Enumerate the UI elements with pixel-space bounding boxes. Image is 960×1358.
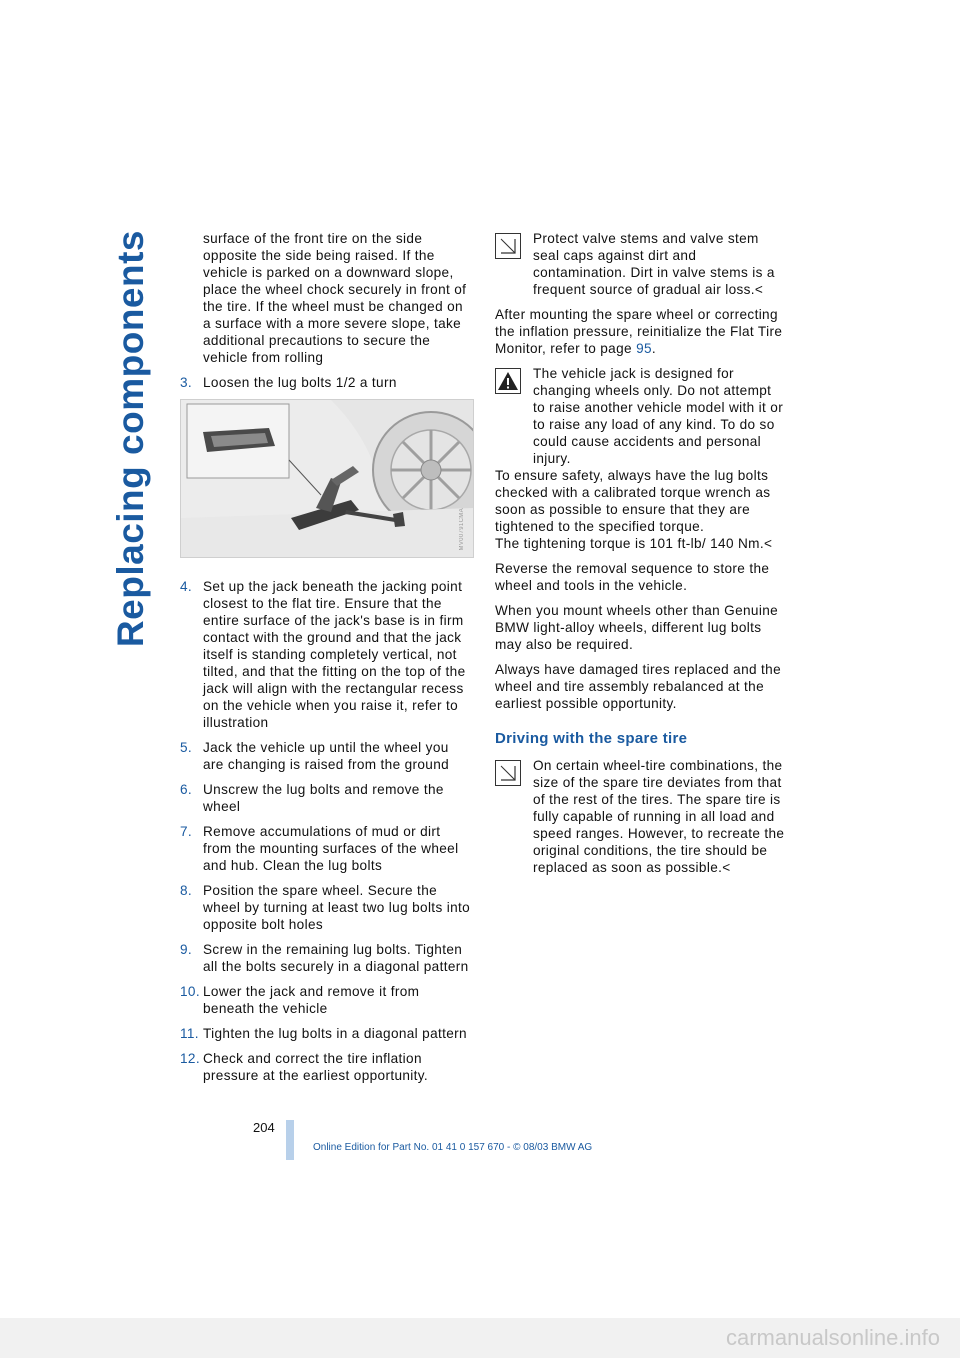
warning-text-2: To ensure safety, always have the lug bolts checked with a calibrated torque wrench as soon as possible to ensure that they are tightened to the specified torque. [495,468,771,534]
end-mark: < [754,282,764,297]
step-item [180,882,472,933]
watermark-text: carmanualsonline.info [725,1325,940,1350]
left-column [180,230,472,1092]
step-text: Position the spare wheel. Secure the wheel by turning at least two lug bolts into opposite bolt holes [203,883,471,932]
step-item [180,781,472,815]
jack-illustration [180,399,474,558]
step-item [180,941,472,975]
step-number: 12. [180,1051,200,1066]
step-text: Set up the jack beneath the jacking point closest to the flat tire. Ensure that the entire surface of the jack's base is in firm contact with the ground and that the jack itself is standing completely vertical, not tilted, and that the fitting on the top of the jack will align with the rectangular recess on the vehicle when you raise it, refer to illustration [203,579,466,730]
paragraph-punct: . [651,341,657,356]
note-block [495,230,787,298]
jack-illustration-graphic [181,400,473,557]
note-block [495,757,787,876]
warning-icon [495,368,521,394]
end-mark: < [763,536,773,551]
step-item [180,983,472,1017]
step-text: Unscrew the lug bolts and remove the wheel [203,782,444,814]
step-item [180,739,472,773]
torque-text: The tightening torque is 101 ft-lb/ 140 Nm. [495,536,764,551]
step-text: Tighten the lug bolts in a diagonal pattern [203,1026,467,1041]
warning-text-3 [495,535,787,552]
page-number: 204 [253,1120,275,1135]
step-text: Remove accumulations of mud or dirt from the mounting surfaces of the wheel and hub. Clean the lug bolts [203,824,459,873]
step-number: 8. [180,883,193,898]
damaged-tires-paragraph: Always have damaged tires replaced and the wheel and tire assembly rebalanced at the earliest possible opportunity. [495,662,781,711]
step-number: 5. [180,740,193,755]
note-text: On certain wheel-tire combinations, the size of the spare tire deviates from that of the rest of the tires. The spare tire is fully capable of running in all load and speed ranges. However, to recreate the original conditions, the tire should be replaced as soon as possible. [533,758,785,875]
step-text: Jack the vehicle up until the wheel you are changing is raised from the ground [203,740,450,772]
step-item [180,1025,472,1042]
footer-bar [286,1120,294,1160]
side-section-title: Replacing components [110,230,151,648]
store-paragraph: Reverse the removal sequence to store the wheel and tools in the vehicle. [495,561,770,593]
step-item [180,823,472,874]
section-heading: Driving with the spare tire [495,730,688,747]
note-icon [495,760,521,786]
step-text: Loosen the lug bolts 1/2 a turn [203,375,397,390]
step-number: 3. [180,375,193,390]
page-reference-link[interactable]: 95 [636,341,652,356]
figure-code: MV00791CMA [459,508,465,551]
step-number: 9. [180,942,193,957]
end-mark: < [722,860,731,875]
step-text: Lower the jack and remove it from beneath the vehicle [203,984,420,1016]
step-list [180,578,472,1084]
step-text: Check and correct the tire inflation pressure at the earliest opportunity. [203,1051,429,1083]
step-number: 6. [180,782,193,797]
step-number: 4. [180,579,193,594]
footer-text: Online Edition for Part No. 01 41 0 157 670 - © 08/03 BMW AG [313,1142,593,1153]
reinitialize-paragraph [495,306,787,357]
step-number: 11. [180,1026,199,1041]
step-item [180,578,472,731]
warning-text: The vehicle jack is designed for changing wheels only. Do not attempt to raise another vehicle model with it or to raise any load of any kind. To do so could cause accidents and personal injury. [533,366,784,466]
paragraph-text: After mounting the spare wheel or correcting the inflation pressure, reinitialize the Flat Tire Monitor, refer to page [495,307,783,356]
right-column [495,230,787,884]
step-item [180,374,472,391]
step-number: 7. [180,824,193,839]
note-text: Protect valve stems and valve stem seal caps against dirt and contamination. Dirt in valve stems is a frequent source of gradual air loss. [533,231,775,297]
step-item [180,1050,472,1084]
watermark-banner [0,1318,960,1358]
step-number: 10. [180,984,200,999]
note-icon [495,233,521,259]
wheels-paragraph: When you mount wheels other than Genuine BMW light-alloy wheels, different lug bolts may also be required. [495,603,779,652]
warning-block [495,365,787,552]
step-text: Screw in the remaining lug bolts. Tighten all the bolts securely in a diagonal pattern [203,942,469,974]
intro-paragraph: surface of the front tire on the side opposite the side being raised. If the vehicle is parked on a downward slope, place the wheel chock securely in front of the tire. If the wheel must be changed on a surface with a more severe slope, take additional precautions to secure the vehicle from rolling [203,231,467,365]
